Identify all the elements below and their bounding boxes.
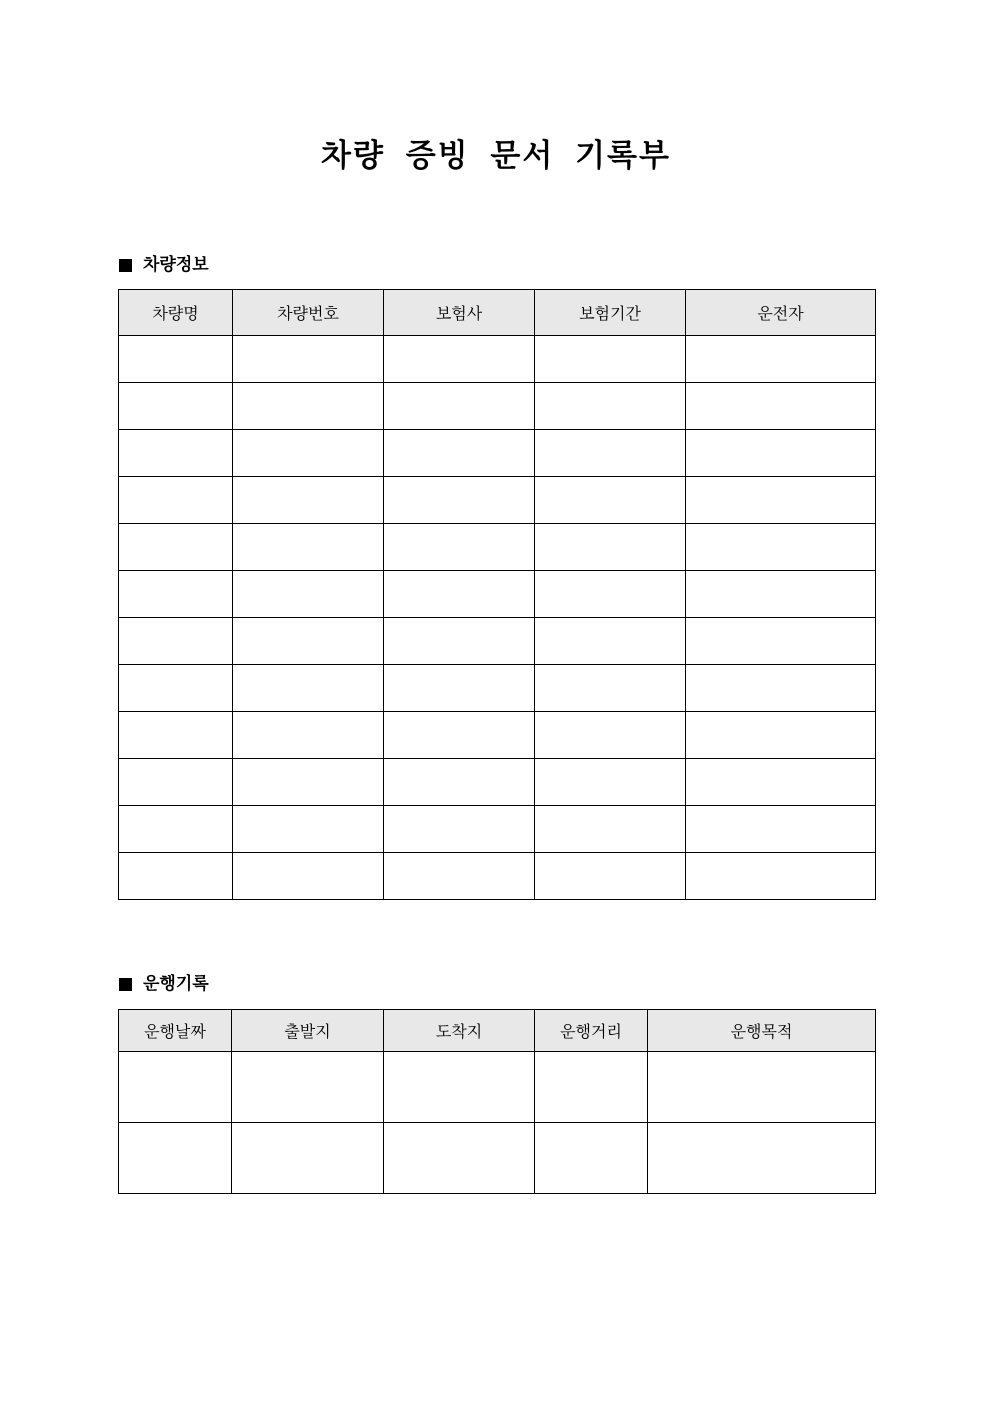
table-cell[interactable] — [535, 618, 686, 665]
table-header-row — [119, 290, 876, 336]
table-cell[interactable] — [535, 477, 686, 524]
table-cell[interactable] — [686, 524, 876, 571]
table-row — [119, 1123, 876, 1194]
table-cell[interactable] — [686, 430, 876, 477]
table-cell[interactable] — [384, 524, 535, 571]
table-cell[interactable] — [233, 477, 384, 524]
table-row — [119, 853, 876, 900]
table-cell[interactable] — [233, 618, 384, 665]
page-title: 차량 증빙 문서 기록부 — [321, 138, 671, 174]
table-cell[interactable] — [233, 571, 384, 618]
table-cell[interactable] — [233, 430, 384, 477]
section-heading-driving-log — [119, 972, 209, 996]
table-cell[interactable] — [232, 1123, 384, 1194]
column-header-departure: 출발지 — [232, 1010, 384, 1052]
table-cell[interactable] — [535, 853, 686, 900]
table-cell[interactable] — [232, 1052, 384, 1123]
table-cell[interactable] — [384, 712, 535, 759]
vehicle-info-table — [118, 289, 876, 900]
table-cell[interactable] — [686, 571, 876, 618]
table-row — [119, 383, 876, 430]
table-cell[interactable] — [233, 665, 384, 712]
table-cell[interactable] — [535, 806, 686, 853]
table-cell[interactable] — [535, 1052, 648, 1123]
table-cell[interactable] — [119, 430, 233, 477]
column-header-purpose: 운행목적 — [648, 1010, 876, 1052]
table-cell[interactable] — [384, 1052, 535, 1123]
table-cell[interactable] — [535, 383, 686, 430]
table-row — [119, 665, 876, 712]
table-cell[interactable] — [119, 336, 233, 383]
section-heading-vehicle-info — [119, 253, 209, 277]
table-cell[interactable] — [119, 383, 233, 430]
table-cell[interactable] — [686, 712, 876, 759]
table-cell[interactable] — [686, 853, 876, 900]
column-header-insurer: 보험사 — [384, 290, 535, 336]
column-header-insurance-period: 보험기간 — [535, 290, 686, 336]
square-bullet-icon — [119, 978, 132, 991]
table-cell[interactable] — [119, 759, 233, 806]
column-header-date: 운행날짜 — [119, 1010, 232, 1052]
table-cell[interactable] — [648, 1052, 876, 1123]
table-cell[interactable] — [648, 1123, 876, 1194]
table-cell[interactable] — [233, 759, 384, 806]
table-cell[interactable] — [233, 524, 384, 571]
table-row — [119, 524, 876, 571]
table-cell[interactable] — [686, 806, 876, 853]
table-cell[interactable] — [686, 477, 876, 524]
table-cell[interactable] — [233, 806, 384, 853]
table-cell[interactable] — [535, 759, 686, 806]
table-cell[interactable] — [535, 665, 686, 712]
table-cell[interactable] — [233, 383, 384, 430]
table-cell[interactable] — [384, 853, 535, 900]
table-row — [119, 1052, 876, 1123]
table-cell[interactable] — [384, 383, 535, 430]
table-row — [119, 571, 876, 618]
column-header-vehicle-number: 차량번호 — [233, 290, 384, 336]
table-cell[interactable] — [535, 712, 686, 759]
table-cell[interactable] — [384, 665, 535, 712]
table-row — [119, 806, 876, 853]
table-cell[interactable] — [384, 1123, 535, 1194]
driving-log-table — [118, 1009, 876, 1194]
table-cell[interactable] — [535, 1123, 648, 1194]
section-heading-label: 차량정보 — [143, 255, 209, 275]
table-cell[interactable] — [384, 477, 535, 524]
table-cell[interactable] — [384, 571, 535, 618]
section-heading-label: 운행기록 — [143, 974, 209, 994]
table-cell[interactable] — [119, 477, 233, 524]
table-cell[interactable] — [686, 383, 876, 430]
table-row — [119, 477, 876, 524]
table-cell[interactable] — [119, 665, 233, 712]
table-cell[interactable] — [119, 571, 233, 618]
column-header-driver: 운전자 — [686, 290, 876, 336]
table-cell[interactable] — [686, 336, 876, 383]
table-cell[interactable] — [384, 759, 535, 806]
table-cell[interactable] — [119, 524, 233, 571]
table-row — [119, 336, 876, 383]
table-cell[interactable] — [233, 712, 384, 759]
table-row — [119, 712, 876, 759]
column-header-arrival: 도착지 — [384, 1010, 535, 1052]
table-cell[interactable] — [119, 1123, 232, 1194]
table-header-row — [119, 1010, 876, 1052]
table-cell[interactable] — [535, 571, 686, 618]
column-header-vehicle-name: 차량명 — [119, 290, 233, 336]
table-cell[interactable] — [686, 618, 876, 665]
table-cell[interactable] — [233, 336, 384, 383]
square-bullet-icon — [119, 259, 132, 272]
table-cell[interactable] — [119, 853, 233, 900]
table-row — [119, 759, 876, 806]
table-cell[interactable] — [535, 524, 686, 571]
table-cell[interactable] — [233, 853, 384, 900]
table-cell[interactable] — [384, 336, 535, 383]
table-row — [119, 430, 876, 477]
table-cell[interactable] — [119, 712, 233, 759]
table-cell[interactable] — [535, 336, 686, 383]
table-cell[interactable] — [119, 806, 233, 853]
table-cell[interactable] — [119, 1052, 232, 1123]
table-cell[interactable] — [535, 430, 686, 477]
table-cell[interactable] — [686, 759, 876, 806]
table-cell[interactable] — [384, 430, 535, 477]
table-row — [119, 618, 876, 665]
column-header-distance: 운행거리 — [535, 1010, 648, 1052]
table-cell[interactable] — [384, 618, 535, 665]
table-cell[interactable] — [119, 618, 233, 665]
table-cell[interactable] — [384, 806, 535, 853]
table-cell[interactable] — [686, 665, 876, 712]
